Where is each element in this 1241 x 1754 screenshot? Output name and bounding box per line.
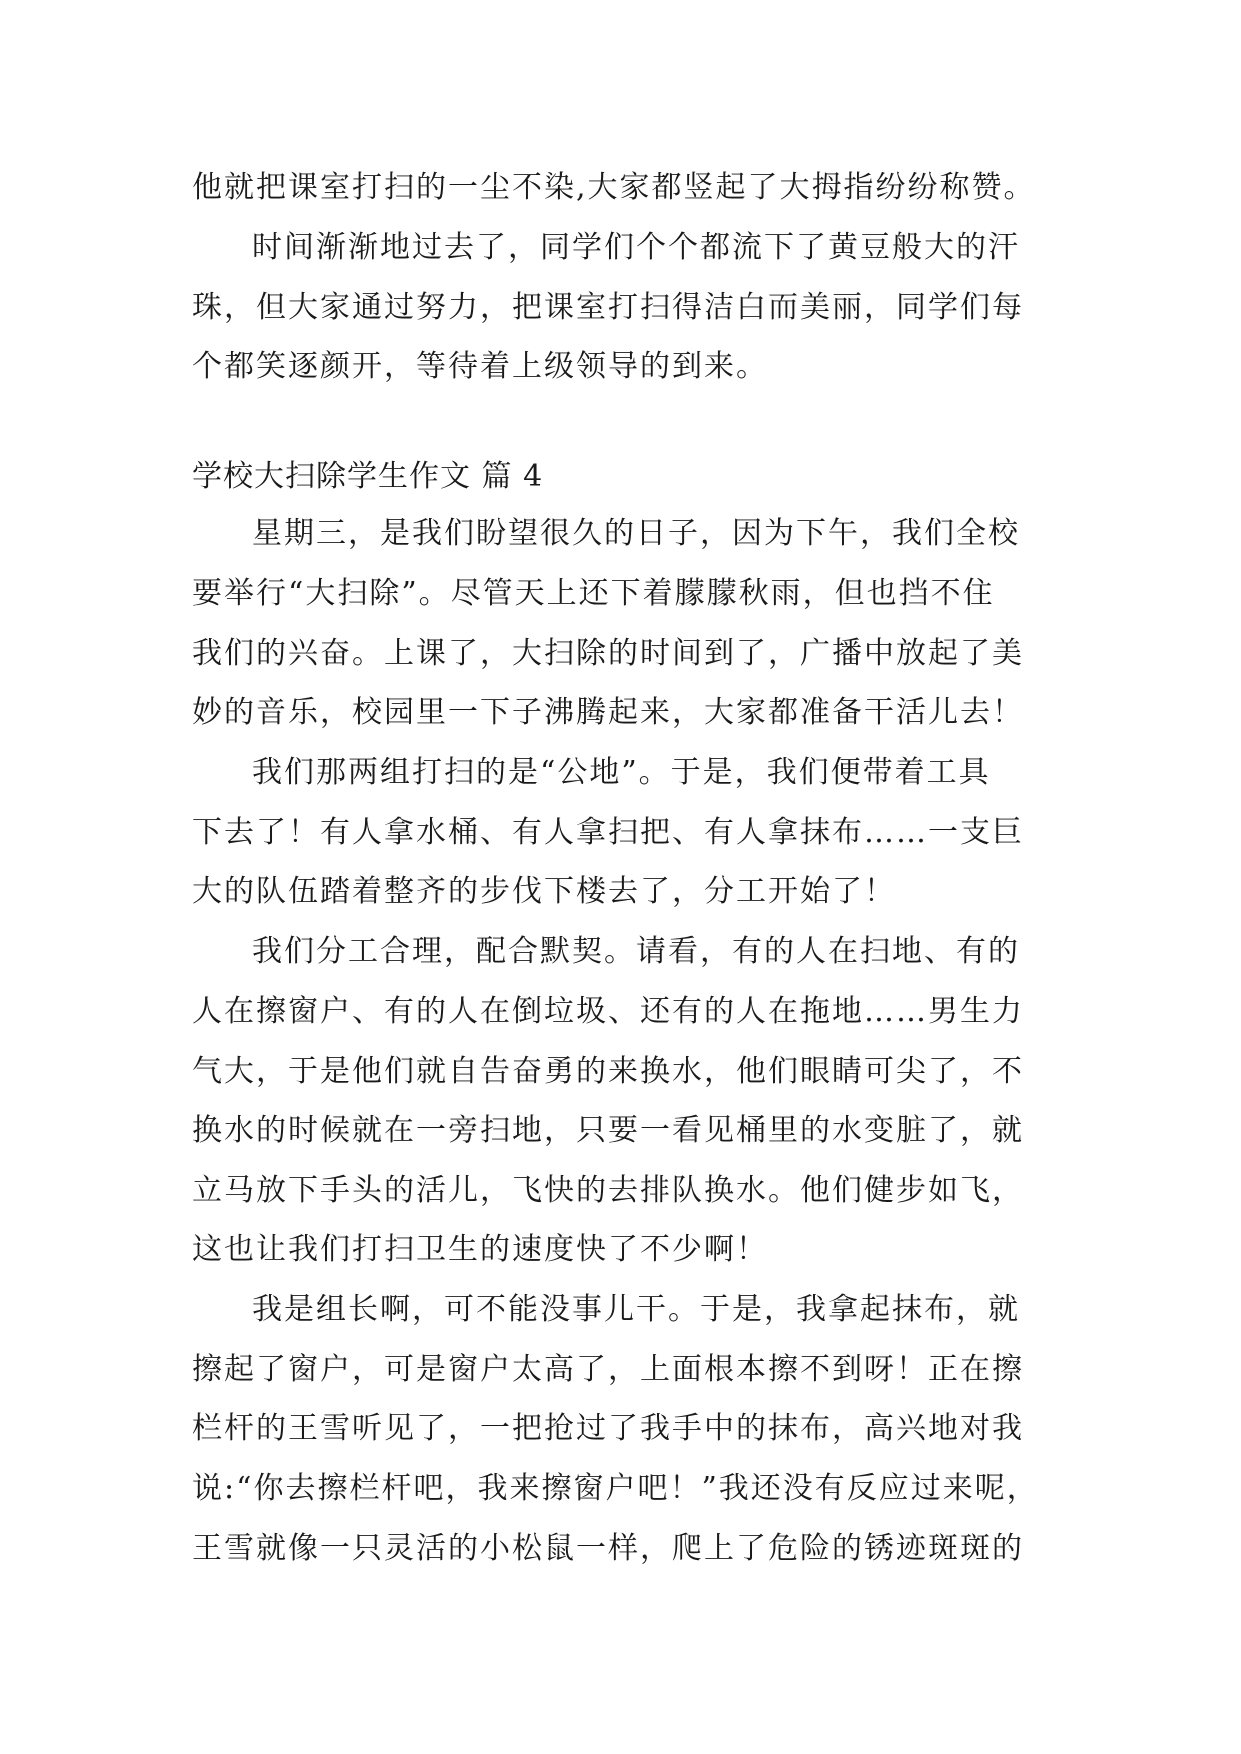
text-line: 大的队伍踏着整齐的步伐下楼去了，分工开始了！ bbox=[192, 874, 896, 909]
text-line: 我们的兴奋。上课了，大扫除的时间到了，广播中放起了美 bbox=[192, 636, 1024, 671]
text-line: 立马放下手头的活儿，飞快的去排队换水。他们健步如飞， bbox=[192, 1173, 1024, 1208]
text-line: 下去了！有人拿水桶、有人拿扫把、有人拿抹布……一支巨 bbox=[192, 815, 1024, 850]
text-line: 擦起了窗户，可是窗户太高了，上面根本擦不到呀！正在擦 bbox=[192, 1352, 1024, 1387]
text-line: 他就把课室打扫的一尘不染,大家都竖起了大拇指纷纷称赞。 bbox=[192, 170, 1036, 205]
text-line: 栏杆的王雪听见了，一把抢过了我手中的抹布，高兴地对我 bbox=[192, 1411, 1024, 1446]
paragraph-first-line: 时间渐渐地过去了，同学们个个都流下了黄豆般大的汗 bbox=[252, 230, 1020, 265]
paragraph-first-line: 我们分工合理，配合默契。请看，有的人在扫地、有的 bbox=[252, 934, 1020, 969]
text-line: 人在擦窗户、有的人在倒垃圾、还有的人在拖地……男生力 bbox=[192, 994, 1024, 1029]
text-line: 珠，但大家通过努力，把课室打扫得洁白而美丽，同学们每 bbox=[192, 290, 1024, 325]
paragraph-first-line: 我们那两组打扫的是“公地”。于是，我们便带着工具 bbox=[252, 755, 991, 790]
text-line: 气大，于是他们就自告奋勇的来换水，他们眼睛可尖了，不 bbox=[192, 1054, 1024, 1089]
section-heading: 学校大扫除学生作文 篇 4 bbox=[192, 459, 544, 494]
text-line: 说:“你去擦栏杆吧，我来擦窗户吧！”我还没有反应过来呢， bbox=[192, 1471, 1039, 1506]
text-line: 要举行“大扫除”。尽管天上还下着朦朦秋雨，但也挡不住 bbox=[192, 576, 995, 611]
paragraph-first-line: 星期三，是我们盼望很久的日子，因为下午，我们全校 bbox=[252, 516, 1020, 551]
text-line: 换水的时候就在一旁扫地，只要一看见桶里的水变脏了，就 bbox=[192, 1113, 1024, 1148]
text-line: 妙的音乐，校园里一下子沸腾起来，大家都准备干活儿去！ bbox=[192, 695, 1024, 730]
paragraph-first-line: 我是组长啊，可不能没事儿干。于是，我拿起抹布，就 bbox=[252, 1292, 1020, 1327]
text-line: 王雪就像一只灵活的小松鼠一样，爬上了危险的锈迹斑斑的 bbox=[192, 1531, 1024, 1566]
text-line: 这也让我们打扫卫生的速度快了不少啊！ bbox=[192, 1232, 768, 1267]
text-line: 个都笑逐颜开，等待着上级领导的到来。 bbox=[192, 349, 768, 384]
